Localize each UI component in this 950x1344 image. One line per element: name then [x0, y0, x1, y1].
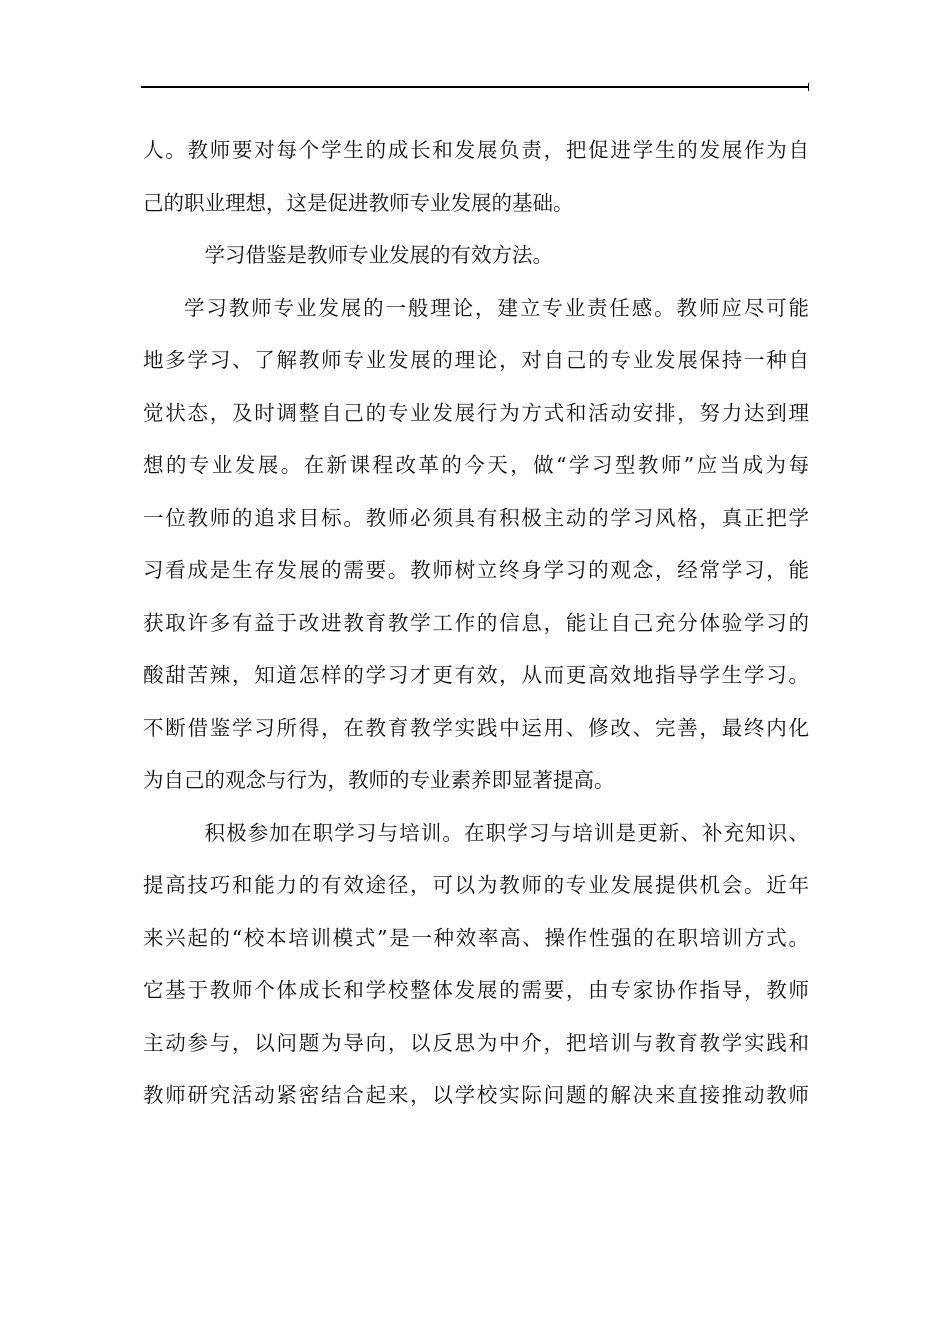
text-line: 习看成是生存发展的需要。教师树立终身学习的观念，经常学习，能	[143, 558, 809, 582]
text-line: 一位教师的追求目标。教师必须具有积极主动的学习风格，真正把学	[143, 505, 809, 530]
text-line: 来兴起的“校本培训模式”是一种效率高、操作性强的在职培训方式。	[143, 925, 809, 950]
text-line: 主动参与，以问题为导向，以反思为中介，把培训与教育教学实践和	[143, 1030, 809, 1055]
text-line: 教师研究活动紧密结合起来，以学校实际问题的解决来直接推动教师	[143, 1083, 809, 1107]
document-body	[143, 124, 809, 1122]
text-line: 学习借鉴是教师专业发展的有效方法。	[204, 243, 553, 267]
text-line: 积极参加在职学习与培训。在职学习与培训是更新、补充知识、	[204, 820, 809, 845]
text-line: 地多学习、了解教师专业发展的理论，对自己的专业发展保持一种自	[143, 348, 809, 372]
text-line: 觉状态，及时调整自己的专业发展行为方式和活动安排，努力达到理	[143, 400, 809, 425]
text-line: 酸甜苦辣，知道怎样的学习才更有效，从而更高效地指导学生学习。	[143, 663, 809, 687]
text-line: 想的专业发展。在新课程改革的今天，做“学习型教师”应当成为每	[143, 453, 809, 477]
text-line: 获取许多有益于改进教育教学工作的信息，能让自己充分体验学习的	[143, 610, 809, 635]
text-line: 学习教师专业发展的一般理论，建立专业责任感。教师应尽可能	[184, 295, 809, 320]
paragraph	[143, 124, 809, 229]
text-line: 为自己的观念与行为，教师的专业素养即显著提高。	[143, 768, 615, 792]
text-line: 人。教师要对每个学生的成长和发展负责，把促进学生的发展作为自	[143, 138, 809, 162]
paragraph	[143, 282, 809, 807]
text-line: 不断借鉴学习所得，在教育教学实践中运用、修改、完善，最终内化	[143, 715, 809, 740]
header-rule	[141, 86, 809, 88]
text-line: 提高技巧和能力的有效途径，可以为教师的专业发展提供机会。近年	[143, 873, 809, 897]
header-rule-end-mark	[808, 83, 809, 91]
text-line: 己的职业理想，这是促进教师专业发展的基础。	[143, 190, 574, 215]
text-line: 它基于教师个体成长和学校整体发展的需要，由专家协作指导，教师	[143, 978, 809, 1002]
paragraph-heading	[143, 229, 809, 282]
paragraph	[143, 807, 809, 1122]
